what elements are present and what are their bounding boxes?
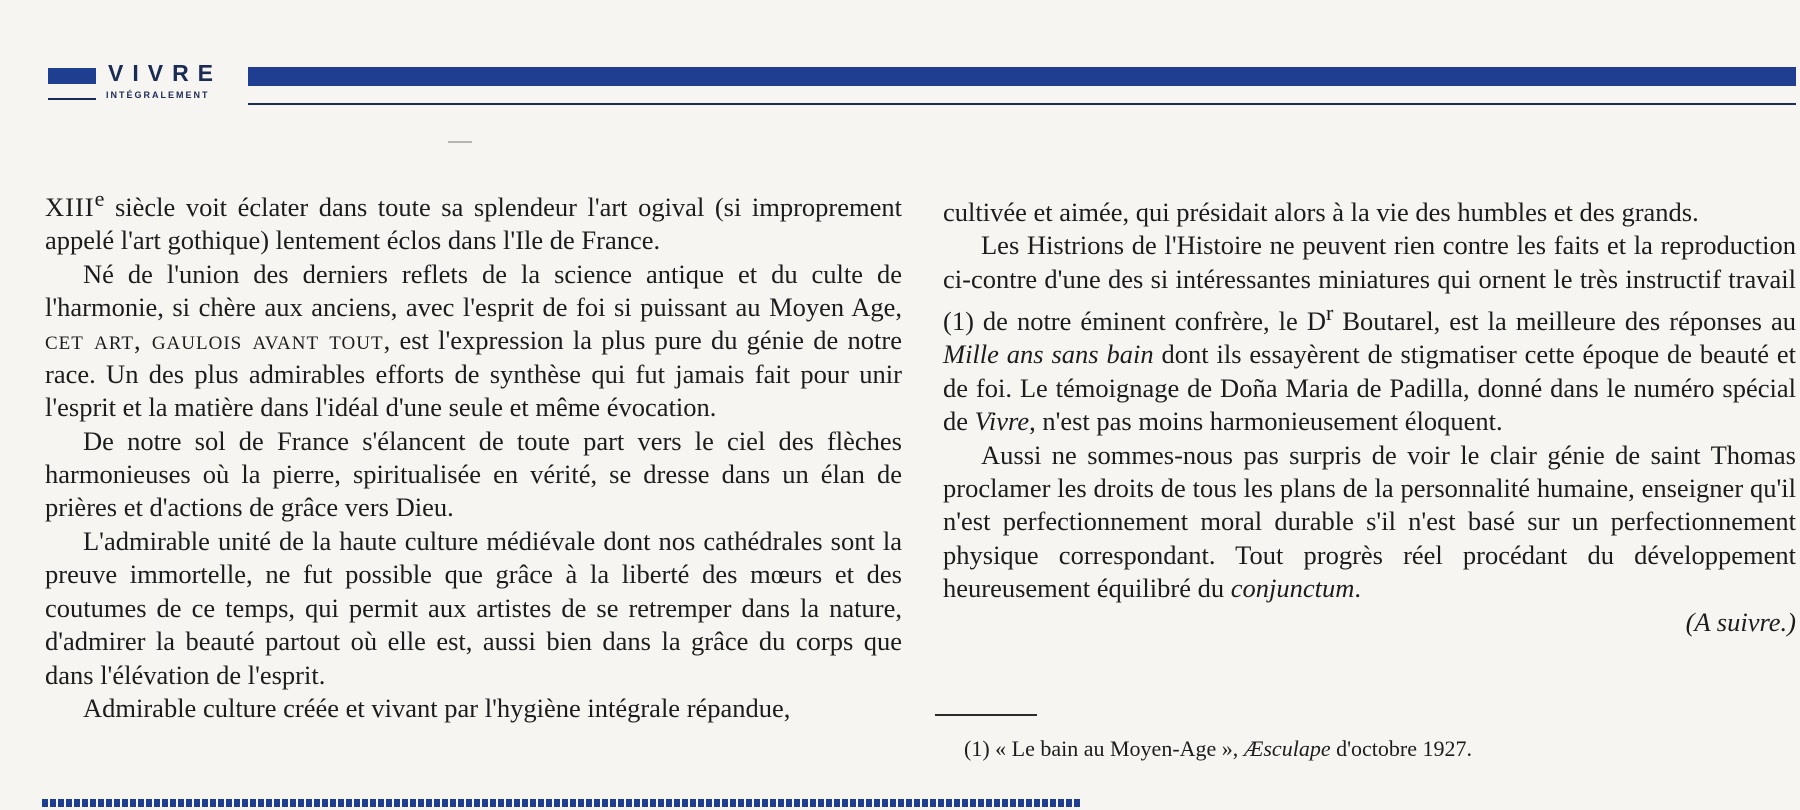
logo-block	[48, 68, 96, 84]
right-p3-a: Aussi ne sommes-nous pas surpris de voir le clair génie de saint Thomas proclamer les droits de tous les plans de la personnalité humaine, enseigner qu'il n'est perfectionnement moral durable s'il n'est basé sur un perfectionnement physique correspondant. Tout progrès réel procédant du développement heureusement équilibré du	[943, 439, 1796, 604]
left-paragraph-5: Admirable culture créée et vivant par l'hygiène intégrale répandue,	[83, 692, 791, 723]
right-p3-b: .	[1354, 573, 1361, 604]
left-paragraph-3: De notre sol de France s'élancent de toute part vers le ciel des flèches harmonieuses où la pierre, spiritualisée en vérité, se dresse dans un élan de prières et d'actions de grâce vers Dieu.	[45, 425, 902, 523]
footnote-a: (1) « Le bain au Moyen-Age »,	[964, 736, 1244, 761]
left-paragraph-4: L'admirable unité de la haute culture médiévale dont nos cathédrales sont la preuve immortelle, ne fut possible que grâce à la liberté des mœurs et des coutumes de ce temps, qui permit aux artistes de se retremper dans la nature, d'admirer la beauté partout où elle est, aussi bien dans la grâce du corps que dans l'élévation de l'esprit.	[45, 525, 902, 690]
left-paragraph-2	[45, 258, 902, 425]
italic-conjunctum: conjunctum	[1230, 573, 1355, 604]
left-p2-smallcaps: cet art, gaulois avant tout	[45, 325, 384, 356]
right-paragraph-2	[943, 229, 1796, 438]
magazine-subtitle: INTÉGRALEMENT	[106, 90, 210, 100]
magazine-title: VIVRE	[108, 60, 223, 86]
right-column	[943, 196, 1796, 639]
logo-rule	[48, 98, 96, 100]
left-p2-a: Né de l'union des derniers reflets de la science antique et du culte de l'harmonie, si chère aux anciens, avec l'esprit de foi si puissant au Moyen Age,	[45, 258, 902, 323]
to-be-continued-text: (A suivre.)	[1685, 606, 1796, 637]
bottom-decorative-rule	[42, 799, 1082, 807]
page-header	[0, 0, 1800, 120]
left-paragraph-1	[45, 182, 902, 258]
header-thin-rule	[248, 103, 1796, 105]
to-be-continued	[943, 606, 1796, 639]
left-p2-b: , est l'expression la plus pure du génie de notre race. Un des plus admirables efforts de synthèse qui fut jamais fait pour unir l'esprit et la matière dans l'idéal d'une seule et même évocation.	[45, 325, 902, 423]
italic-title-mille: Mille ans sans bain	[943, 339, 1154, 370]
dash-mark	[448, 141, 472, 143]
right-p2-b: Boutarel, est la meilleure des réponses au	[1333, 306, 1796, 337]
right-p2-a: Les Histrions de l'Histoire ne peuvent rien contre les faits et la reproduction ci-contre d'une des si intéressantes miniatures qui ornent le très instructif travail (1) de notre éminent confrère, le D	[943, 230, 1796, 337]
left-column	[45, 182, 902, 725]
footnote-journal: Æsculape	[1243, 736, 1331, 761]
left-p1-text: siècle voit éclater dans toute sa splendeur l'art ogival (si improprement appelé l'art gothique) lentement éclos dans l'Ile de France.	[45, 191, 902, 256]
doctor-suffix: r	[1325, 300, 1334, 326]
right-paragraph-1: cultivée et aimée, qui présidait alors à la vie des humbles et des grands.	[943, 197, 1699, 227]
right-p2-c: dont ils essayèrent de stigmatiser cette époque de beauté et de foi. Le témoignage de Doña Maria de Padilla, donné dans le numéro spécial de	[943, 339, 1796, 437]
header-bar	[248, 67, 1796, 86]
footnote	[964, 734, 1472, 764]
right-p2-d: , n'est pas moins harmonieusement éloquent.	[1029, 406, 1503, 437]
century-suffix: e	[94, 186, 105, 211]
century-numeral: XIII	[45, 191, 95, 222]
footnote-rule	[935, 714, 1037, 716]
footnote-b: d'octobre 1927.	[1330, 736, 1473, 761]
italic-title-vivre: Vivre	[974, 406, 1030, 437]
right-paragraph-3	[943, 439, 1796, 606]
